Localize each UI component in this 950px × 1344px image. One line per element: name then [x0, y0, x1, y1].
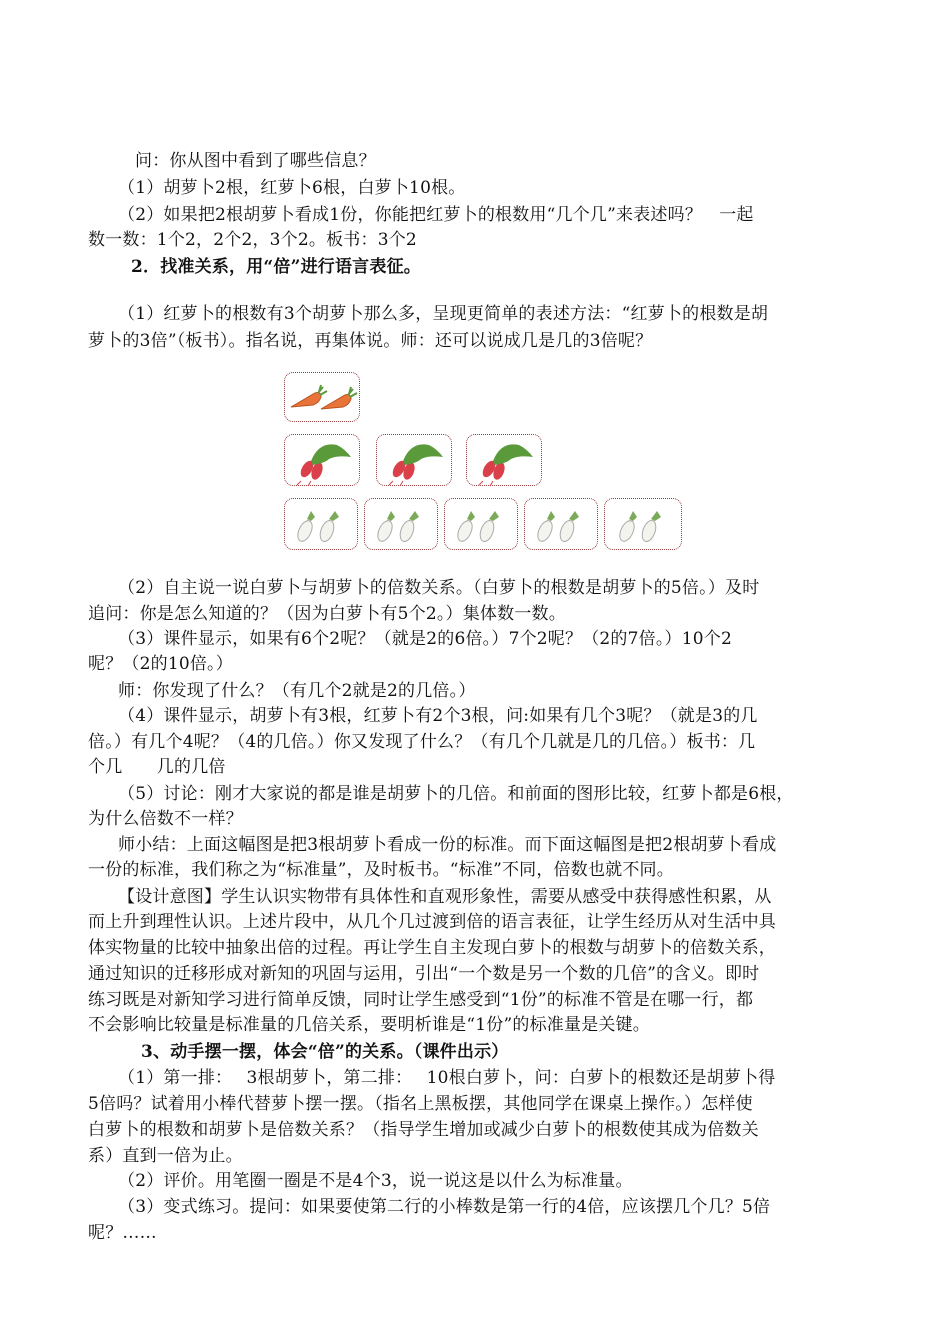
white-radish-icon [535, 511, 579, 544]
red-radish-box [284, 434, 360, 486]
design-intent-line: 【设计意图】学生认识实物带有具体性和直观形象性，需要从感受中获得感性积累，从 [118, 887, 772, 907]
carrot-box [284, 372, 360, 422]
paragraph-line: （2）评价。用笔圈一圈是不是4个3，说一说这是以什么为标准量。 [118, 1171, 633, 1191]
paragraph-line: 追问：你是怎么知道的？（因为白萝卜有5个2。）集体数一数。 [88, 604, 566, 624]
paragraph-line: 而上升到理性认识。上述片段中，从几个几过渡到倍的语言表征，让学生经历从对生活中具 [88, 912, 776, 932]
red-radish-box [376, 434, 452, 486]
paragraph-line: 数一数：1个2，2个2，3个2。板书：3个2 [88, 230, 417, 250]
paragraph-line: 问：你从图中看到了哪些信息？ [135, 151, 376, 171]
paragraph-line: （3）课件显示，如果有6个2呢？（就是2的6倍。）7个2呢？（2的7倍。）10个2 [118, 629, 732, 649]
paragraph-line: （1）胡萝卜2根，红萝卜6根，白萝卜10根。 [118, 178, 466, 198]
paragraph-line: 通过知识的迁移形成对新知的巩固与运用，引出“一个数是另一个数的几倍”的含义。即时 [88, 964, 760, 984]
carrot-icon [291, 385, 327, 407]
white-radish-box [284, 498, 358, 550]
white-radish-box [364, 498, 438, 550]
paragraph-line: 白萝卜的根数和胡萝卜是倍数关系？（指导学生增加或减少白萝卜的根数使其成为倍数关 [88, 1120, 759, 1140]
red-radish-icon [479, 444, 533, 486]
paragraph-line: （2）自主说一说白萝卜与胡萝卜的倍数关系。（白萝卜的根数是胡萝卜的5倍。）及时 [118, 578, 760, 598]
paragraph-line: 一份的标准，我们称之为“标准量”，及时板书。“标准”不同，倍数也就不同。 [88, 860, 674, 880]
section-heading: 2．找准关系，用“倍”进行语言表征。 [131, 257, 421, 277]
section-heading: 3、动手摆一摆，体会“倍”的关系。（课件出示） [141, 1042, 509, 1062]
paragraph-line: 呢？（2的10倍。） [88, 654, 233, 674]
white-radish-icon [295, 511, 339, 544]
paragraph-line: 师：你发现了什么？（有几个2就是2的几倍。） [118, 681, 476, 701]
white-radish-box [524, 498, 598, 550]
red-radish-icon [297, 444, 351, 486]
paragraph-line: 为什么倍数不一样？ [88, 809, 243, 829]
white-radish-icon [455, 511, 499, 544]
white-radish-box [444, 498, 518, 550]
paragraph-line: 体实物量的比较中抽象出倍的过程。再让学生自主发现白萝卜的根数与胡萝卜的倍数关系， [88, 938, 776, 958]
red-radish-box [466, 434, 542, 486]
radish-figure [284, 368, 684, 552]
paragraph-line: 个几 几的几倍 [88, 757, 226, 777]
paragraph-line: 系）直到一倍为止。 [88, 1146, 243, 1166]
paragraph-line: 练习既是对新知学习进行简单反馈，同时让学生感受到“1份”的标准不管是在哪一行，都 [88, 990, 754, 1010]
paragraph-line: （2）如果把2根胡萝卜看成1份，你能把红萝卜的根数用“几个几”来表述吗？ 一起 [118, 205, 754, 225]
paragraph-line: 不会影响比较量是标准量的几倍关系，要明析谁是“1份”的标准量是关键。 [88, 1015, 650, 1035]
paragraph-line: 5倍吗？试着用小棒代替萝卜摆一摆。（指名上黑板摆，其他同学在课桌上操作。）怎样使 [88, 1094, 753, 1114]
paragraph-line: 呢？…… [88, 1223, 157, 1243]
paragraph-line: 倍。）有几个4呢？（4的几倍。）你又发现了什么？（有几个几就是几的几倍。）板书：几 [88, 732, 756, 752]
red-radish-icon [389, 444, 443, 486]
white-radish-icon [617, 511, 661, 544]
paragraph-line: （4）课件显示，胡萝卜有3根，红萝卜有2个3根，问:如果有几个3呢？（就是3的几 [118, 706, 758, 726]
paragraph-line: （5）讨论：刚才大家说的都是谁是胡萝卜的几倍。和前面的图形比较，红萝卜都是6根， [118, 784, 794, 804]
paragraph-line: 师小结：上面这幅图是把3根胡萝卜看成一份的标准。而下面这幅图是把2根胡萝卜看成 [118, 835, 777, 855]
paragraph-line: （1）第一排： 3根胡萝卜，第二排： 10根白萝卜，问：白萝卜的根数还是胡萝卜得 [118, 1068, 776, 1088]
paragraph-line: （1）红萝卜的根数有3个胡萝卜那么多，呈现更简单的表述方法：“红萝卜的根数是胡 [118, 304, 769, 324]
paragraph-line: 萝卜的3倍”（板书）。指名说，再集体说。师：还可以说成几是几的3倍呢？ [88, 331, 653, 351]
white-radish-icon [375, 511, 419, 544]
paragraph-line: （3）变式练习。提问：如果要使第二行的小棒数是第一行的4倍，应该摆几个几？5倍 [118, 1197, 771, 1217]
white-radish-box [604, 498, 682, 550]
